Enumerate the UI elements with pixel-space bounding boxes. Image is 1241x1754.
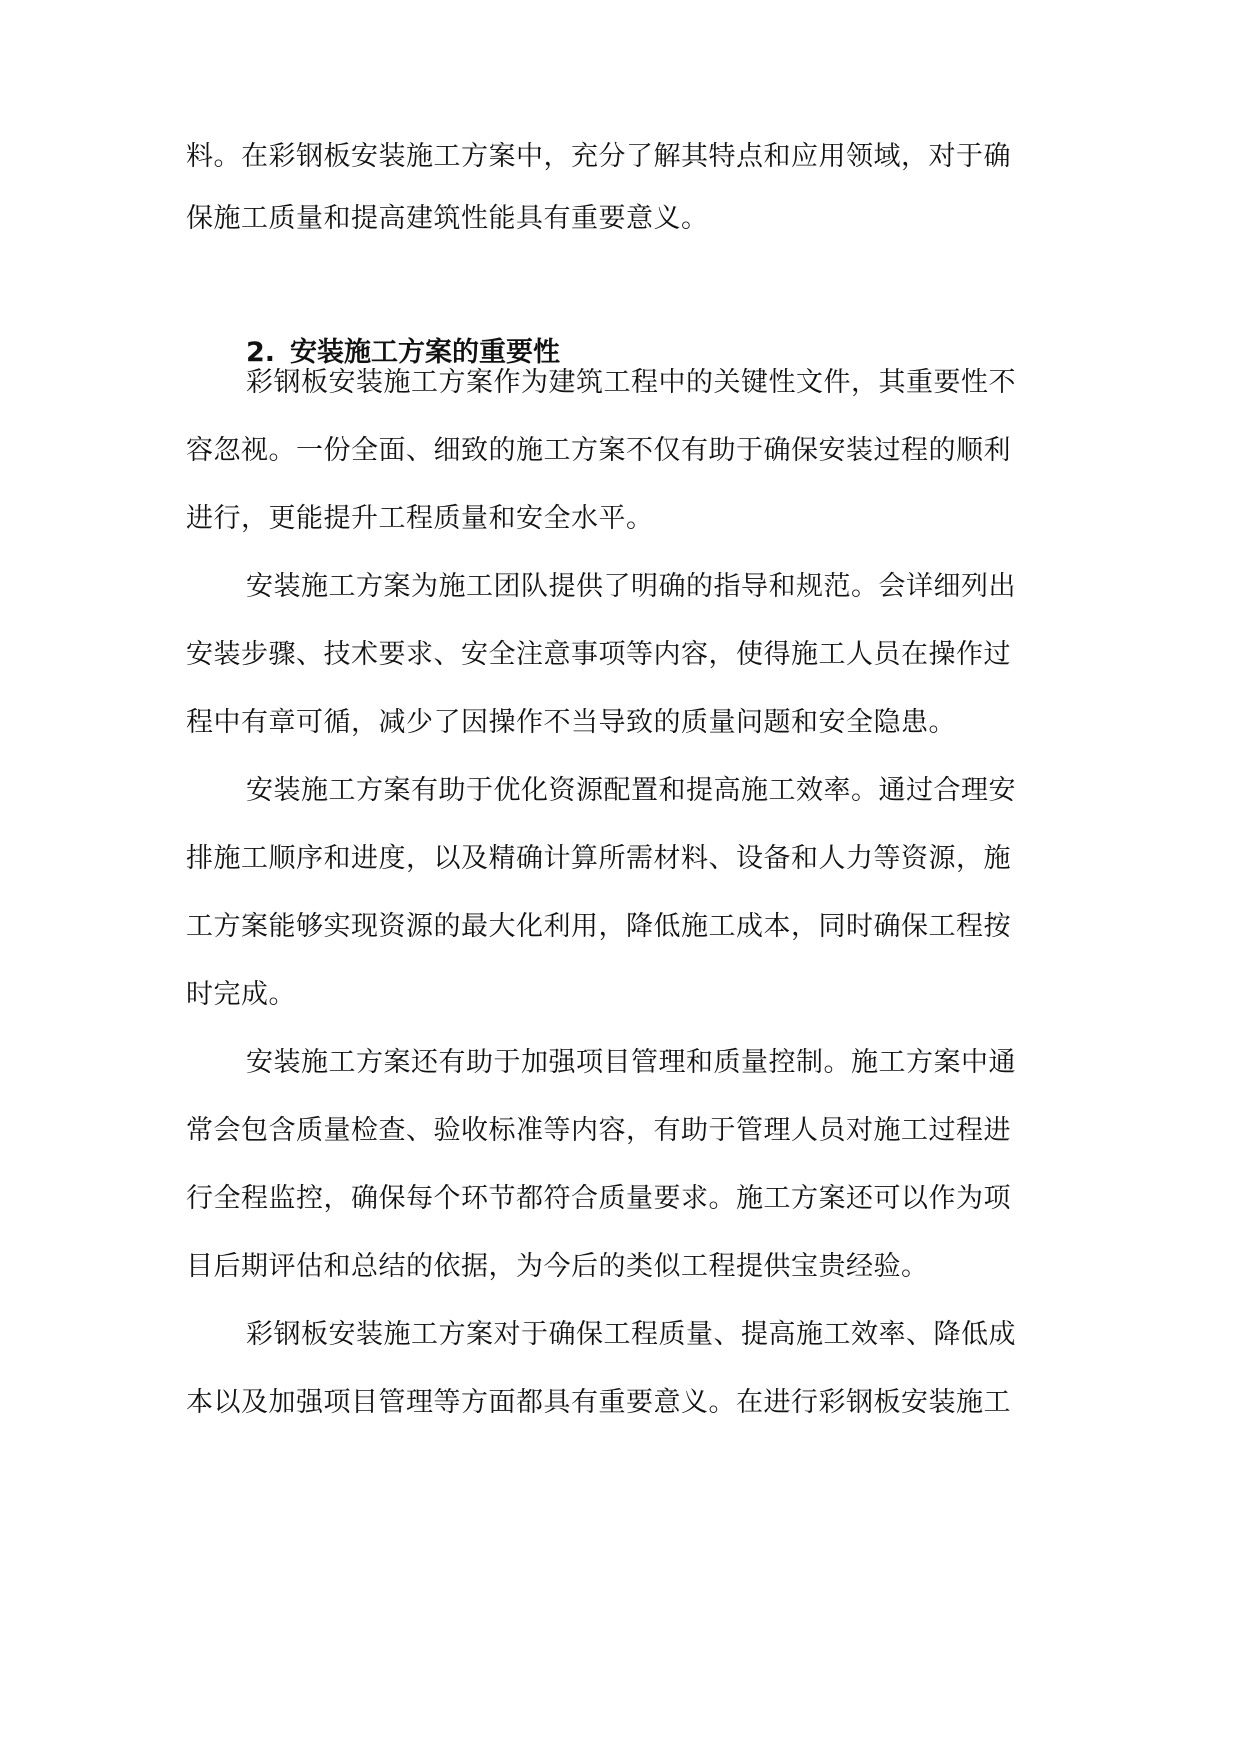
section-number: 2. [246, 337, 276, 368]
intro-line-2: 保施工质量和提高建筑性能具有重要意义。 [186, 203, 709, 234]
paragraph-3-line-2: 排施工顺序和进度，以及精确计算所需材料、设备和人力等资源，施 [186, 843, 1011, 874]
paragraph-2-line-2: 安装步骤、技术要求、安全注意事项等内容，使得施工人员在操作过 [186, 639, 1011, 670]
paragraph-2-line-3: 程中有章可循，减少了因操作不当导致的质量问题和安全隐患。 [186, 707, 956, 738]
paragraph-1-line-3: 进行，更能提升工程质量和安全水平。 [186, 503, 654, 534]
paragraph-1-line-2: 容忽视。一份全面、细致的施工方案不仅有助于确保安装过程的顺利 [186, 435, 1011, 466]
section-title: 安装施工方案的重要性 [290, 337, 560, 368]
paragraph-4-line-1: 安装施工方案还有助于加强项目管理和质量控制。施工方案中通 [246, 1047, 1016, 1078]
paragraph-2-line-1: 安装施工方案为施工团队提供了明确的指导和规范。会详细列出 [246, 571, 1016, 602]
paragraph-4-line-3: 行全程监控，确保每个环节都符合质量要求。施工方案还可以作为项 [186, 1183, 1011, 1214]
paragraph-3-line-4: 时完成。 [186, 979, 296, 1010]
paragraph-4-line-2: 常会包含质量检查、验收标准等内容，有助于管理人员对施工过程进 [186, 1115, 1011, 1146]
paragraph-3-line-1: 安装施工方案有助于优化资源配置和提高施工效率。通过合理安 [246, 775, 1016, 806]
intro-line-1: 料。在彩钢板安装施工方案中，充分了解其特点和应用领域，对于确 [186, 141, 1011, 172]
paragraph-3-line-3: 工方案能够实现资源的最大化利用，降低施工成本，同时确保工程按 [186, 911, 1011, 942]
paragraph-5-line-2: 本以及加强项目管理等方面都具有重要意义。在进行彩钢板安装施工 [186, 1387, 1011, 1418]
paragraph-4-line-4: 目后期评估和总结的依据，为今后的类似工程提供宝贵经验。 [186, 1251, 929, 1282]
paragraph-1-line-1: 彩钢板安装施工方案作为建筑工程中的关键性文件，其重要性不 [246, 367, 1016, 398]
paragraph-5-line-1: 彩钢板安装施工方案对于确保工程质量、提高施工效率、降低成 [246, 1319, 1016, 1350]
